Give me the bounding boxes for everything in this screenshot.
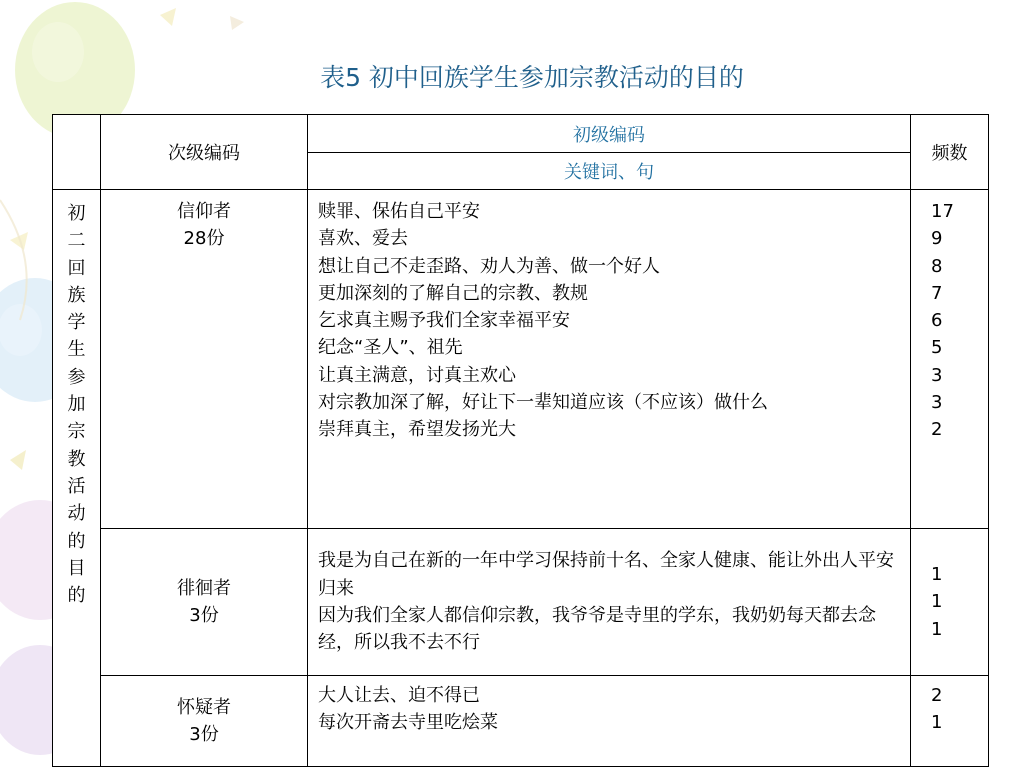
survey-table [52,114,989,767]
category-name: 徘徊者 [177,577,231,599]
side-category-label [53,190,101,767]
keyword-item: 对宗教加深了解，好让下一辈知道应该（不应该）做什么 [318,392,768,414]
category-name: 信仰者 [177,201,231,222]
side-label-char: 二 [67,230,86,252]
category-count: 3份 [189,605,219,626]
keyword-item: 更加深刻的了解自己的宗教、教规 [318,282,588,304]
frequency-value: 1 [931,618,943,640]
keyword-item: 纪念“圣人”、祖先 [318,337,463,359]
keyword-item: 崇拜真主，希望发扬光大 [318,419,516,441]
vertical-text [53,190,100,609]
side-label-char: 教 [67,448,86,470]
header-empty-cell [53,115,101,190]
frequency-value: 1 [931,712,943,734]
table-header-row-1 [53,115,989,153]
side-label-char: 动 [67,503,86,525]
keyword-item: 想让自己不走歪路、劝人为善、做一个好人 [318,255,660,277]
header-keywords: 关键词、句 [308,153,911,190]
frequency-cell-believers [911,190,989,529]
frequency-value: 2 [931,685,943,706]
frequency-value: 2 [931,419,943,441]
page-title: 表5 初中回族学生参加宗教活动的目的 [320,63,744,92]
side-label-char: 加 [67,394,86,416]
frequency-value: 17 [931,201,954,222]
keyword-item: 因为我们全家人都信仰宗教，我爷爷是寺里的学东，我奶奶每天都去念经，所以我不去不行 [318,605,876,654]
frequency-value: 1 [931,564,943,586]
table-row-waverers [53,529,989,676]
frequency-value: 6 [931,310,943,332]
keyword-item: 我是为自己在新的一年中学习保持前十名、全家人健康、能让外出人平安归来 [318,550,894,599]
frequency-cell-skeptics [911,676,989,767]
side-label-char: 族 [67,284,86,306]
header-secondary-code: 次级编码 [101,115,308,190]
survey-table-container [52,114,988,766]
side-label-char: 参 [67,366,86,388]
category-cell-believers [101,190,308,529]
keyword-item: 赎罪、保佑自己平安 [318,201,480,222]
side-label-char: 生 [67,339,86,361]
category-cell-skeptics [101,676,308,767]
header-primary-code: 初级编码 [308,115,911,153]
category-count: 3份 [189,724,219,745]
frequency-value: 5 [931,337,943,359]
category-name: 怀疑者 [177,696,231,718]
keyword-item: 让真主满意，讨真主欢心 [318,364,516,386]
keyword-item: 每次开斋去寺里吃烩菜 [318,712,498,734]
keywords-cell-skeptics [308,676,911,767]
side-label-char: 宗 [67,421,86,443]
frequency-value: 1 [931,591,943,613]
side-label-char: 目 [67,557,86,579]
category-count: 28份 [183,228,225,250]
header-frequency: 频数 [911,115,989,190]
frequency-value: 3 [931,364,943,386]
side-label-char: 回 [67,257,86,279]
keywords-cell-waverers [308,529,911,676]
category-cell-waverers [101,529,308,676]
side-label-char: 的 [67,530,86,552]
frequency-value: 3 [931,392,943,414]
table-row-skeptics [53,676,989,767]
keyword-item: 乞求真主赐予我们全家幸福平安 [318,310,570,332]
keywords-cell-believers [308,190,911,529]
frequency-value: 8 [931,255,943,277]
keyword-item: 大人让去、迫不得已 [318,685,480,706]
frequency-value: 7 [931,282,943,304]
frequency-value: 9 [931,228,943,250]
side-label-char: 活 [67,475,86,497]
side-label-char: 学 [67,312,86,334]
keyword-item: 喜欢、爱去 [318,228,408,250]
side-label-char: 初 [67,203,86,224]
table-row-believers [53,190,989,529]
frequency-cell-waverers [911,529,989,676]
side-label-char: 的 [67,585,86,607]
